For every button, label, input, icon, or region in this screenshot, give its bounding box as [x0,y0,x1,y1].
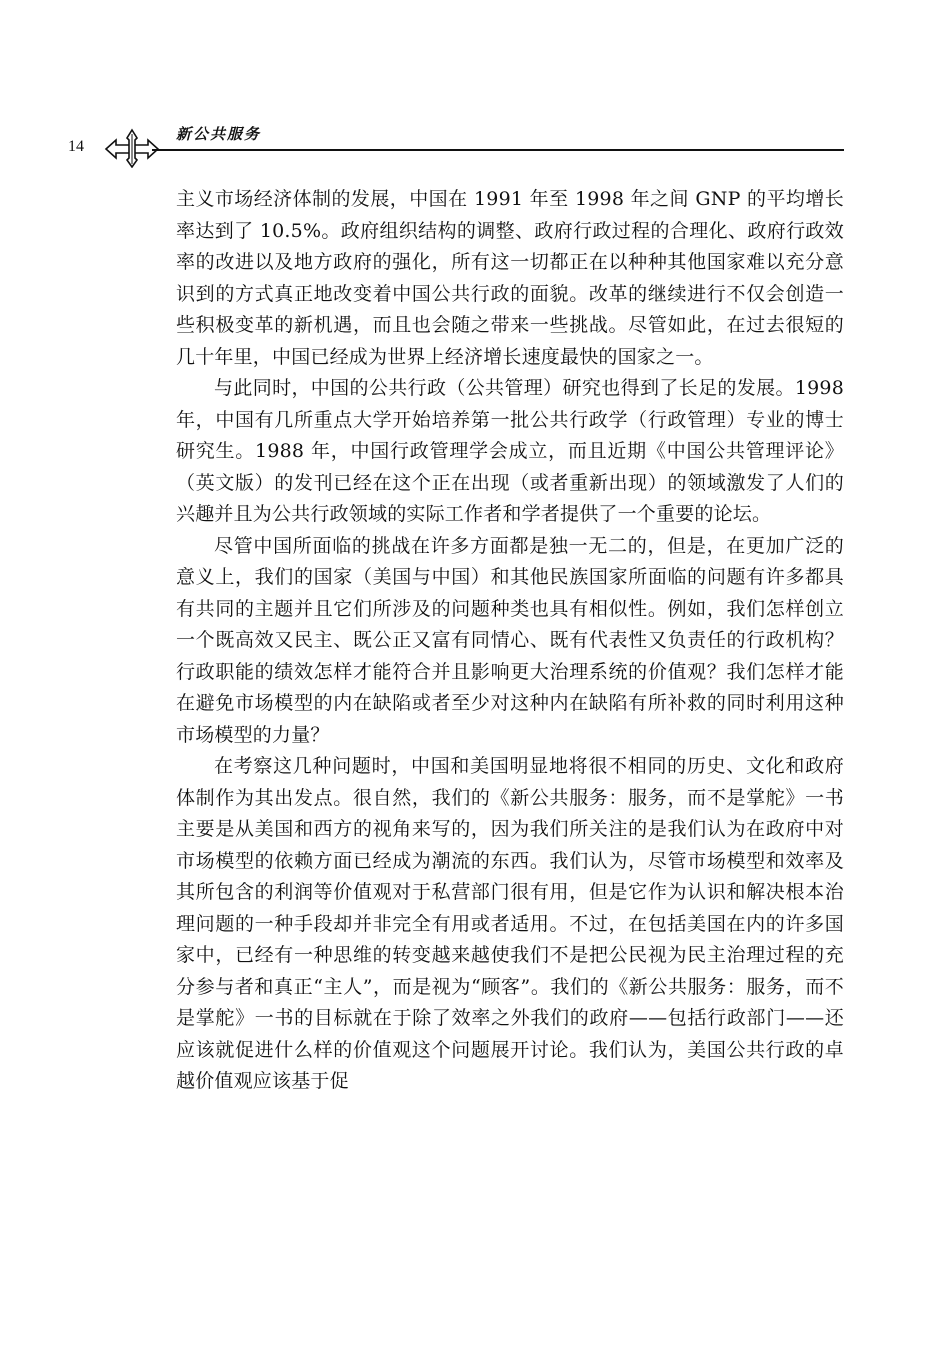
ornament-icon [104,128,160,168]
header-rule [152,149,844,151]
page-header [0,120,951,180]
body-text [176,184,844,1098]
paragraph-2: 与此同时，中国的公共行政（公共管理）研究也得到了长足的发展。1998 年，中国有几所重点大学开始培养第一批公共行政学（行政管理）专业的博士研究生。1988 年，中国行政管理学会成立，而且近期《中国公共管理评论》（英文版）的发刊已经在这个正在出现（或者重新出现）的领域激发了人们的兴趣并且为公共行政领域的实际工作者和学者提供了一个重要的论坛。 [176,377,844,525]
paragraph-4: 在考察这几种问题时，中国和美国明显地将很不相同的历史、文化和政府体制作为其出发点。很自然，我们的《新公共服务：服务，而不是掌舵》一书主要是从美国和西方的视角来写的，因为我们所关注的是我们认为在政府中对市场模型的依赖方面已经成为潮流的东西。我们认为，尽管市场模型和效率及其所包含的利润等价值观对于私营部门很有用，但是它作为认识和解决根本治理问题的一种手段却并非完全有用或者适用。不过，在包括美国在内的许多国家中，已经有一种思维的转变越来越使我们不是把公民视为民主治理过程的充分参与者和真正“主人”，而是视为“顾客”。我们的《新公共服务：服务，而不是掌舵》一书的目标就在于除了效率之外我们的政府——包括行政部门——还应该就促进什么样的价值观这个问题展开讨论。我们认为，美国公共行政的卓越价值观应该基于促 [176,755,844,1092]
page-number: 14 [68,138,84,155]
paragraph-1: 主义市场经济体制的发展，中国在 1991 年至 1998 年之间 GNP 的平均增长率达到了 10.5%。政府组织结构的调整、政府行政过程的合理化、政府行政效率的改进以及地方政府的强化，所有这一切都正在以种种其他国家难以充分意识到的方式真正地改变着中国公共行政的面貌。改革的继续进行不仅会创造一些积极变革的新机遇，而且也会随之带来一些挑战。尽管如此，在过去很短的几十年里，中国已经成为世界上经济增长速度最快的国家之一。 [176,188,844,368]
paragraph-3: 尽管中国所面临的挑战在许多方面都是独一无二的，但是，在更加广泛的意义上，我们的国家（美国与中国）和其他民族国家所面临的问题有许多都具有共同的主题并且它们所涉及的问题种类也具有相似性。例如，我们怎样创立一个既高效又民主、既公正又富有同情心、既有代表性又负责任的行政机构？行政职能的绩效怎样才能符合并且影响更大治理系统的价值观？我们怎样才能在避免市场模型的内在缺陷或者至少对这种内在缺陷有所补救的同时利用这种市场模型的力量？ [176,534,844,746]
running-title: 新公共服务 [176,125,262,143]
